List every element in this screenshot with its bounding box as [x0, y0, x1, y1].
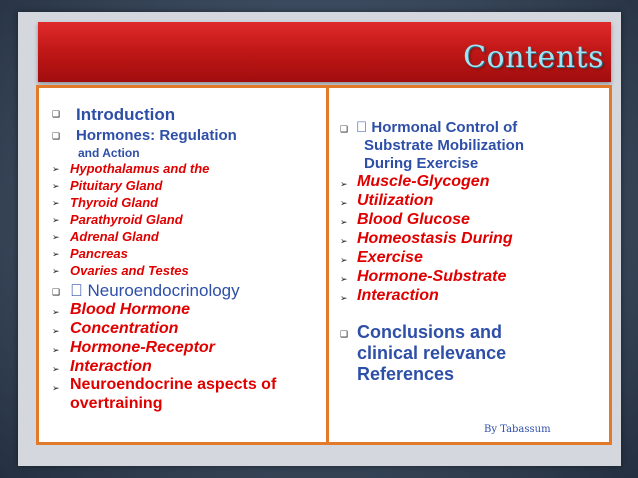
square-bullet-icon — [340, 329, 348, 340]
item-clinical-relevance: clinical relevance — [357, 343, 507, 363]
item-concentration: Concentration — [70, 320, 179, 337]
item-utilization: Utilization — [357, 192, 434, 209]
item-pituitary: Pituitary Gland — [70, 178, 163, 193]
arrow-bullet-icon — [52, 307, 60, 318]
square-bullet-icon — [52, 131, 60, 142]
item-interaction-right: Interaction — [357, 287, 439, 304]
square-bullet-icon — [52, 109, 60, 120]
item-overtraining: overtraining — [70, 395, 163, 412]
arrow-bullet-icon — [340, 274, 348, 285]
square-bullet-icon — [340, 124, 348, 135]
column-divider — [326, 85, 329, 445]
item-references: References — [357, 364, 455, 384]
author-credit: By Tabassum — [484, 424, 551, 435]
item-hormone-receptor: Hormone-Receptor — [70, 339, 215, 356]
item-muscle-glycogen: Muscle-Glycogen — [357, 173, 490, 190]
arrow-bullet-icon — [52, 266, 60, 277]
item-blood-hormone: Blood Hormone — [70, 301, 190, 318]
item-exercise: Exercise — [357, 249, 423, 266]
arrow-bullet-icon — [340, 217, 348, 228]
item-thyroid: Thyroid Gland — [70, 195, 159, 210]
item-pancreas: Pancreas — [70, 246, 128, 261]
item-adrenal: Adrenal Gland — [70, 229, 159, 244]
item-hormones-regulation: Hormones: Regulation — [76, 127, 237, 144]
arrow-bullet-icon — [340, 198, 348, 209]
arrow-bullet-icon — [52, 198, 60, 209]
arrow-bullet-icon — [52, 181, 60, 192]
item-neuro-aspects: Neuroendocrine aspects of — [70, 376, 277, 393]
item-substrate-mobilization: Substrate Mobilization — [364, 137, 525, 154]
arrow-bullet-icon — [52, 345, 60, 356]
item-conclusions: Conclusions and — [357, 322, 503, 342]
item-hormone-substrate: Hormone-Substrate — [357, 268, 507, 285]
slide-title: Contents — [463, 40, 604, 75]
arrow-bullet-icon — [52, 249, 60, 260]
item-parathyroid: Parathyroid Gland — [70, 212, 183, 227]
item-introduction: Introduction — [76, 105, 176, 124]
square-bullet-icon — [52, 287, 60, 298]
item-ovaries: Ovaries and Testes — [70, 263, 189, 278]
arrow-bullet-icon — [52, 164, 60, 175]
arrow-bullet-icon — [340, 236, 348, 247]
arrow-bullet-icon — [52, 383, 60, 394]
arrow-bullet-icon — [52, 364, 60, 375]
item-during-exercise: During Exercise — [364, 155, 479, 172]
arrow-bullet-icon — [52, 215, 60, 226]
item-homeostasis: Homeostasis During — [357, 230, 513, 247]
item-and-action: and Action — [78, 146, 140, 160]
item-neuroendocrinology: Neuroendocrinology — [70, 281, 223, 300]
arrow-bullet-icon — [340, 255, 348, 266]
item-hypothalamus: Hypothalamus and the — [70, 161, 210, 176]
item-hormonal-control: Hormonal Control of — [356, 119, 502, 136]
arrow-bullet-icon — [52, 326, 60, 337]
arrow-bullet-icon — [340, 179, 348, 190]
arrow-bullet-icon — [340, 293, 348, 304]
item-blood-glucose: Blood Glucose — [357, 211, 470, 228]
item-interaction-left: Interaction — [70, 358, 152, 375]
arrow-bullet-icon — [52, 232, 60, 243]
